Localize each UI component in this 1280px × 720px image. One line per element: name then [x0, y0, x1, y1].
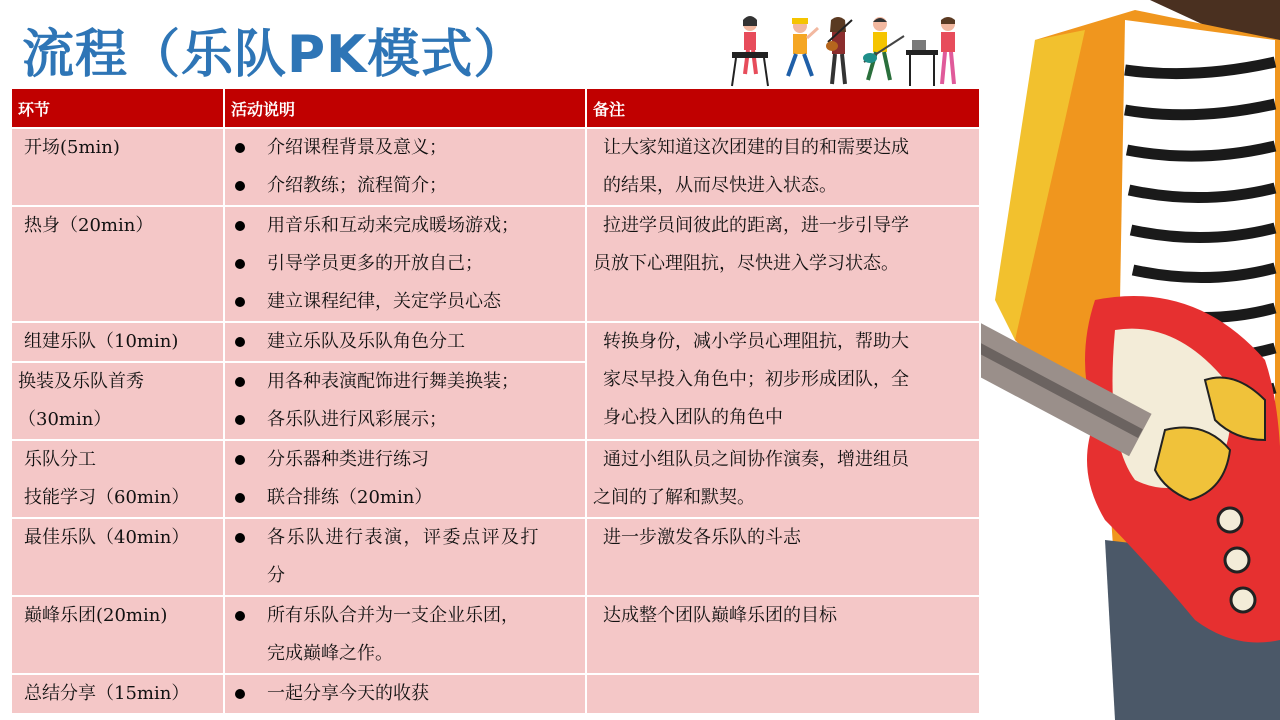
- header-stage: 环节: [12, 89, 224, 128]
- activity-item: 引导学员更多的开放自己；: [225, 245, 585, 283]
- note-text: 的结果，从而尽快进入状态。: [603, 175, 837, 196]
- stage-label: 技能学习（60min）: [24, 487, 190, 508]
- activity-item: 各乐队进行风彩展示；: [225, 401, 585, 439]
- activity-item-continued: 分: [267, 565, 285, 586]
- stage-label: 开场(5min): [24, 137, 120, 158]
- band-members-illustration: [728, 12, 978, 90]
- guitar-player-icon: [826, 17, 852, 84]
- header-note: 备注: [586, 89, 980, 128]
- keyboardist-icon: [732, 16, 768, 86]
- activity-item: 分乐器种类进行练习: [225, 441, 585, 479]
- activity-item: 各乐队进行表演，评委点评及打: [225, 519, 585, 557]
- stage-label: 换装及乐队首秀: [18, 371, 144, 392]
- stage-label: 最佳乐队（40min）: [24, 527, 190, 548]
- activity-item: 用音乐和互动来完成暖场游戏；: [225, 207, 585, 245]
- table-row: [12, 128, 980, 206]
- note-text: 家尽早投入角色中；初步形成团队，全: [603, 369, 909, 390]
- table-row: [12, 206, 980, 322]
- flow-table: [12, 89, 981, 713]
- bassist-icon: [863, 17, 904, 80]
- note-empty: [586, 674, 980, 713]
- note-text: 身心投入团队的角色中: [603, 407, 783, 428]
- activity-item-continued: 完成巅峰之作。: [267, 643, 393, 664]
- stage-label: 巅峰乐团(20min): [24, 605, 168, 626]
- activity-item: 介绍教练；流程简介；: [225, 167, 585, 205]
- note-text: 拉进学员间彼此的距离，进一步引导学: [603, 215, 909, 236]
- table-header-row: [12, 89, 980, 128]
- stage-label: 总结分享（15min）: [24, 683, 190, 704]
- note-text: 进一步激发各乐队的斗志: [603, 527, 801, 548]
- activity-item: 介绍课程背景及意义；: [225, 129, 585, 167]
- stage-label: 热身（20min）: [24, 215, 154, 236]
- activity-item: 一起分享今天的收获: [225, 675, 585, 713]
- dj-icon: [906, 17, 955, 86]
- guitarist-illustration: [975, 0, 1280, 720]
- note-text: 员放下心理阻抗，尽快进入学习状态。: [593, 253, 899, 274]
- activity-item: 建立课程纪律，关定学员心态: [225, 283, 585, 321]
- activity-item: 联合排练（20min）: [225, 479, 585, 517]
- note-text: 之间的了解和默契。: [593, 487, 755, 508]
- stage-label: （30min）: [18, 409, 112, 430]
- table-row: [12, 518, 980, 596]
- note-text: 让大家知道这次团建的目的和需要达成: [603, 137, 909, 158]
- table-row: [12, 674, 980, 713]
- note-text: 转换身份，减小学员心理阻抗，帮助大: [603, 331, 909, 352]
- stage-label: 乐队分工: [24, 449, 96, 470]
- activity-item: 用各种表演配饰进行舞美换装；: [225, 363, 585, 401]
- stage-label: 组建乐队（10min): [24, 331, 179, 352]
- note-text: 达成整个团队巅峰乐团的目标: [603, 605, 837, 626]
- table-row: [12, 322, 980, 362]
- singer-icon: [788, 18, 818, 76]
- header-activity: 活动说明: [224, 89, 586, 128]
- table-row: [12, 440, 980, 518]
- page-title: 流程（乐队PK模式）: [22, 25, 527, 85]
- table-row: [12, 596, 980, 674]
- activity-item: 所有乐队合并为一支企业乐团，: [225, 597, 585, 635]
- activity-item: 建立乐队及乐队角色分工: [225, 323, 585, 361]
- note-text: 通过小组队员之间协作演奏，增进组员: [603, 449, 909, 470]
